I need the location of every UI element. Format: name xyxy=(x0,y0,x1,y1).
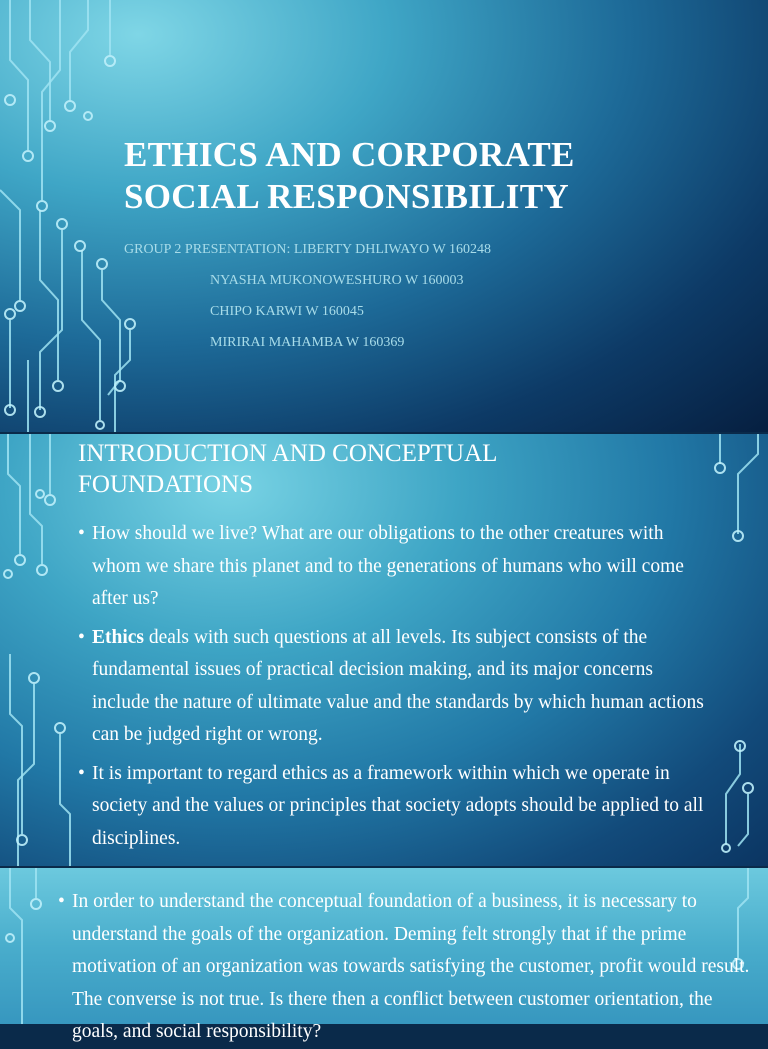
introduction-slide xyxy=(0,434,768,866)
concept-slide xyxy=(0,868,768,1042)
member-name: NYASHA MUKONOWESHURO W 160003 xyxy=(210,273,464,288)
paragraph-text: In order to understand the conceptual foundation of a business, it is necessary to understand the goals of the organization. Deming felt strongly that if the prime motivation of an organization was towards satisfying the customer, profit would result. The converse is not true. Is there then a conflict between customer orientation, the goals, and social responsibility? xyxy=(72,891,750,1042)
group-label: GROUP 2 PRESENTATION: xyxy=(124,242,294,257)
bullet-text: It is important to regard ethics as a framework within which we operate in society and the values or principles that society adopts should be applied to all disciplines. xyxy=(92,762,704,849)
list-item xyxy=(78,758,708,856)
title-line-1: ETHICS AND CORPORATE xyxy=(124,135,575,174)
heading-line-2: FOUNDATIONS xyxy=(78,471,254,498)
member-name: CHIPO KARWI W 160045 xyxy=(210,304,364,319)
bullet-text: How should we live? What are our obligations to the other creatures with whom we share this planet and to the generations of humans who will come after us? xyxy=(92,523,684,609)
bullet-icon: • xyxy=(78,523,85,544)
presentation-title xyxy=(124,134,744,218)
member-line xyxy=(124,234,744,265)
group-members xyxy=(124,234,744,358)
bullet-list xyxy=(78,518,708,861)
heading-line-1: INTRODUCTION AND CONCEPTUAL xyxy=(78,440,498,467)
list-item xyxy=(78,622,708,752)
bullet-icon: • xyxy=(78,762,85,784)
member-name: MIRIRAI MAHAMBA W 160369 xyxy=(210,335,405,350)
title-slide xyxy=(0,0,768,432)
bold-term: Ethics xyxy=(92,626,145,648)
circuit-decoration-left xyxy=(0,434,90,866)
bullet-icon: • xyxy=(78,626,85,648)
slide-heading xyxy=(78,438,718,500)
list-item xyxy=(78,518,708,616)
circuit-decoration-left xyxy=(0,868,60,1024)
bullet-text: deals with such questions at all levels. Its subject consists of the fundamental issues of practical decision making, and its major concerns include the nature of ultimate value and the standards by which human actions can be judged right or wrong. xyxy=(92,626,704,745)
member-name: LIBERTY DHLIWAYO W 160248 xyxy=(293,242,491,257)
concept-paragraph xyxy=(58,886,754,1049)
bullet-icon: • xyxy=(58,891,65,912)
title-line-2: SOCIAL RESPONSIBILITY xyxy=(124,177,569,216)
